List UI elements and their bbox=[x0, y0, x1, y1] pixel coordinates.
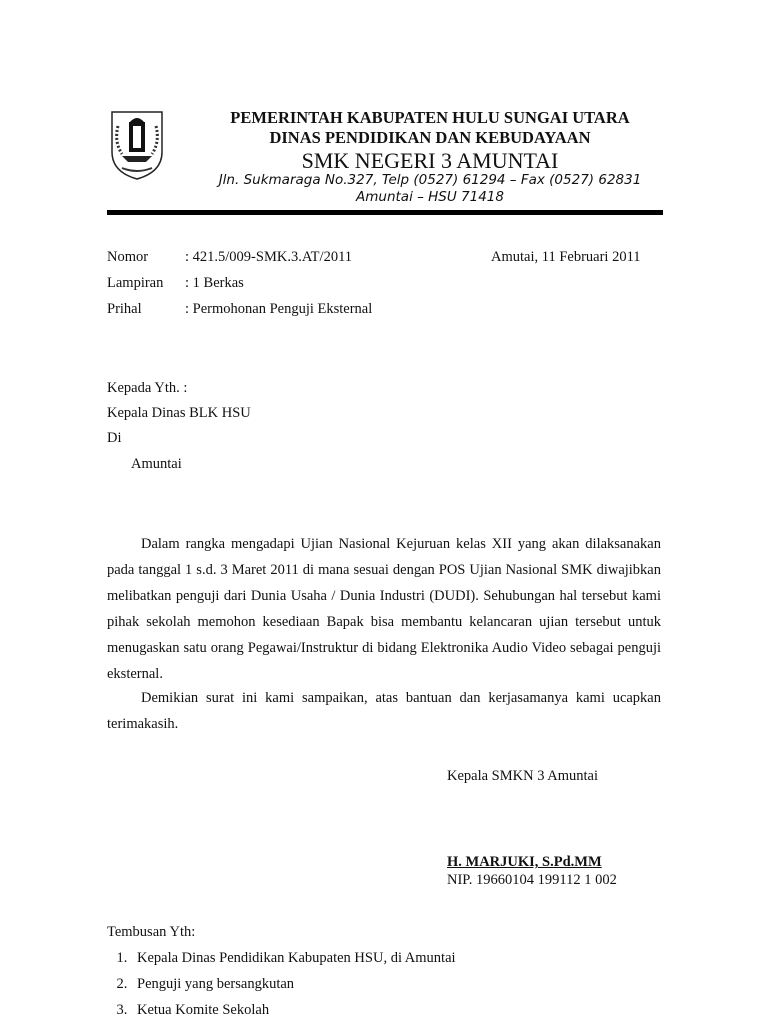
lampiran-label: Lampiran bbox=[107, 275, 164, 291]
letter-date: Amutai, 11 Februari 2011 bbox=[491, 249, 641, 265]
meta-lampiran bbox=[107, 275, 244, 292]
meta-prihal bbox=[107, 301, 372, 318]
signature-title: Kepala SMKN 3 Amuntai bbox=[447, 768, 599, 784]
cc-heading: Tembusan Yth: bbox=[107, 924, 196, 940]
lampiran-value: : 1 Berkas bbox=[185, 275, 244, 291]
body-paragraph-2: Demikian surat ini kami sampaikan, atas bantuan dan kerjasamanya kami ucapkan terimakasih. bbox=[107, 690, 661, 732]
letterhead-government: PEMERINTAH KABUPATEN HULU SUNGAI UTARA bbox=[230, 108, 630, 127]
signature-name: H. MARJUKI, S.Pd.MM bbox=[447, 854, 602, 870]
recipient-di: Di bbox=[107, 430, 122, 446]
letterhead-address: Jln. Sukmaraga No.327, Telp (0527) 61294 – Fax (0527) 62831 bbox=[218, 172, 642, 188]
letterhead-city: Amuntai – HSU 71418 bbox=[356, 189, 504, 205]
recipient-salutation: Kepada Yth. : bbox=[107, 380, 188, 396]
letterhead-department: DINAS PENDIDIKAN DAN KEBUDAYAAN bbox=[269, 128, 591, 147]
recipient-name: Kepala Dinas BLK HSU bbox=[107, 405, 251, 421]
meta-nomor bbox=[107, 249, 352, 266]
nomor-label: Nomor bbox=[107, 249, 149, 265]
nomor-value: : 421.5/009-SMK.3.AT/2011 bbox=[185, 249, 353, 265]
signature-nip: NIP. 19660104 199112 1 002 bbox=[447, 872, 617, 888]
logo bbox=[106, 106, 168, 182]
cc-item: 3. Ketua Komite Sekolah bbox=[131, 997, 456, 1023]
cc-list bbox=[107, 945, 456, 1023]
prihal-label: Prihal bbox=[107, 301, 142, 317]
cc-item: 1. Kepala Dinas Pendidikan Kabupaten HSU, di Amuntai bbox=[131, 945, 456, 971]
recipient-city: Amuntai bbox=[131, 456, 182, 472]
letterhead-school: SMK NEGERI 3 AMUNTAI bbox=[301, 148, 559, 173]
cc-item: 2. Penguji yang bersangkutan bbox=[131, 971, 456, 997]
body-paragraph-1: Dalam rangka mengadapi Ujian Nasional Kejuruan kelas XII yang akan dilaksanakan pada tanggal 1 s.d. 3 Maret 2011 di mana sesuai dengan POS Ujian Nasional SMK diwajibkan melibatkan penguji dari Dunia Usaha / Dunia Industri (DUDI). Sehubungan hal tersebut kami pihak sekolah memohon kesediaan Bapak bisa membantu kelancaran ujian tersebut untuk menugaskan satu orang Pegawai/Instruktur di bidang Elektronika Audio Video sebagai penguji eksternal. bbox=[107, 536, 661, 682]
prihal-value: : Permohonan Penguji Eksternal bbox=[185, 301, 373, 317]
header-divider bbox=[107, 210, 663, 215]
